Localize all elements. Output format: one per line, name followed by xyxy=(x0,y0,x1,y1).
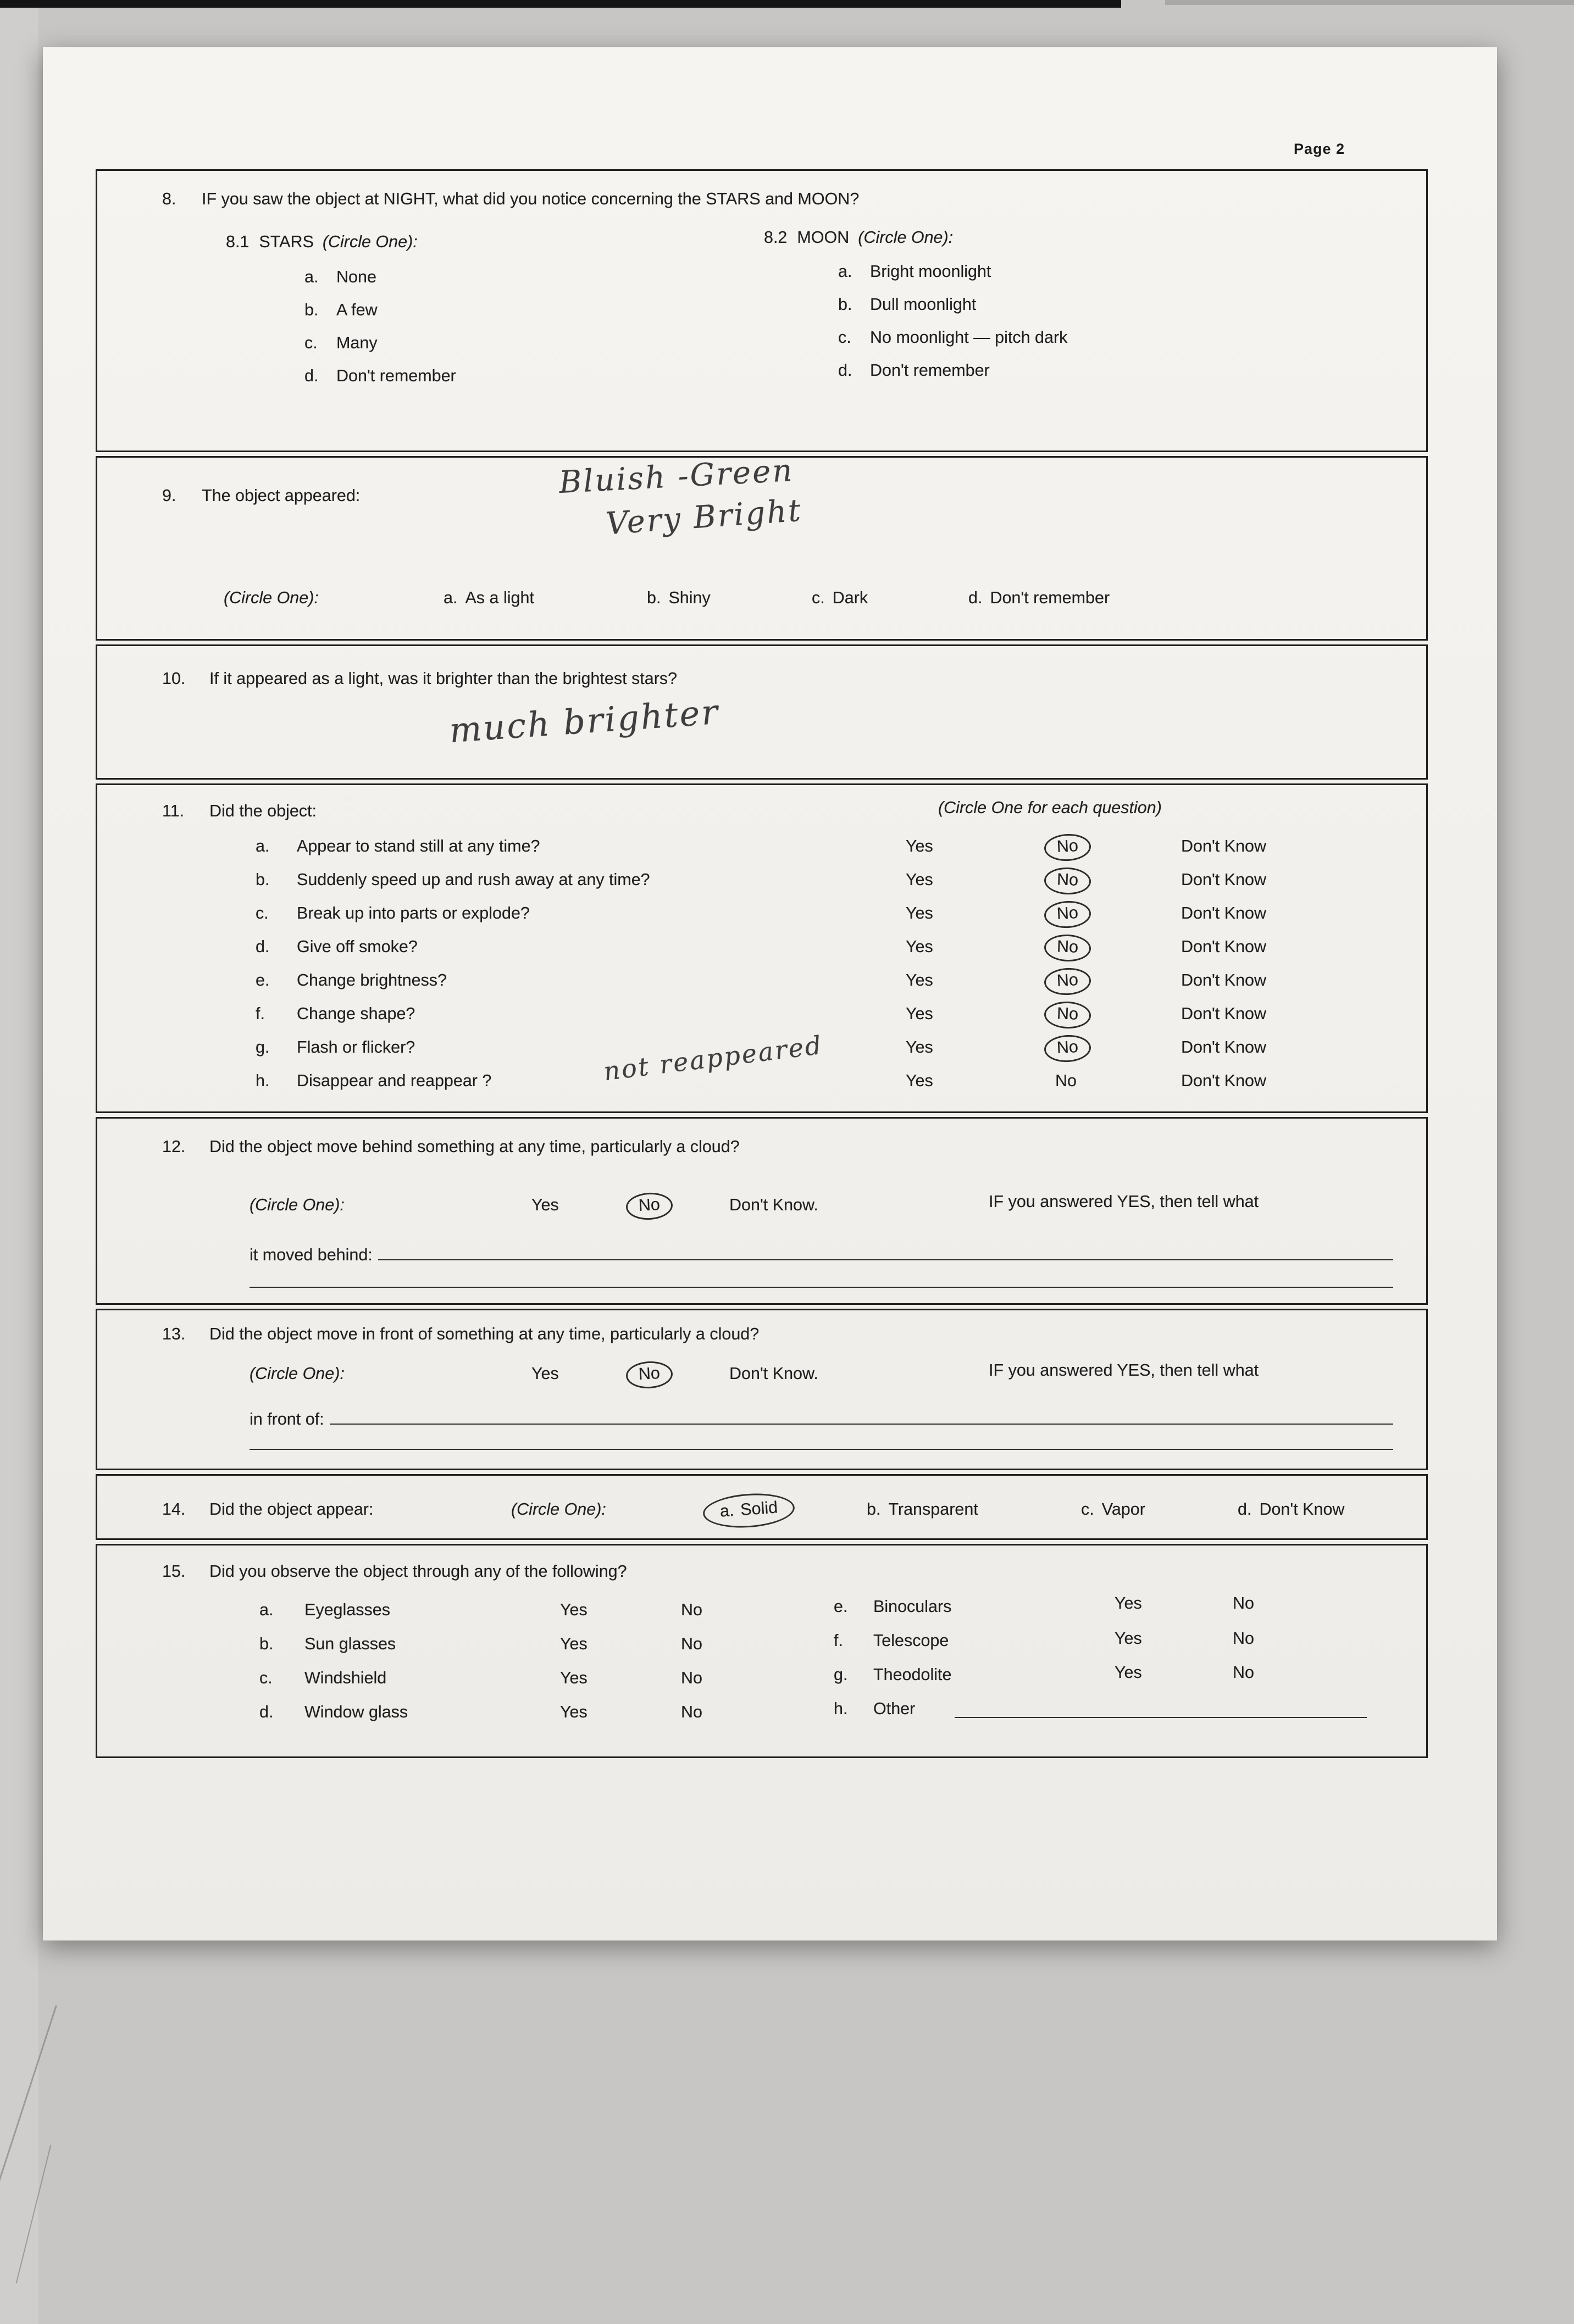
option-letter: c. xyxy=(838,328,851,347)
handwritten-answer-q9-line1: Bluish -Green xyxy=(558,452,795,501)
subquestion-name: STARS xyxy=(259,232,314,251)
answer-no xyxy=(1055,1004,1080,1024)
questionnaire-form xyxy=(96,169,1428,1762)
option-letter: g. xyxy=(834,1665,848,1684)
option xyxy=(647,588,711,608)
scanner-edge-light xyxy=(1165,0,1574,5)
option-letter: d. xyxy=(838,361,852,380)
answer-no xyxy=(1055,1038,1080,1058)
q11-question: Disappear and reappear ? xyxy=(297,1071,492,1090)
answer-yes: Yes xyxy=(531,1196,559,1214)
option xyxy=(838,262,1067,295)
page-number: Page 2 xyxy=(1294,141,1345,157)
q13-tail-row xyxy=(250,1405,1393,1429)
question-text: Did you observe the object through any of the following? xyxy=(209,1562,627,1581)
question-8-title xyxy=(162,190,859,209)
answer-yes: Yes xyxy=(1115,1663,1142,1682)
circle-mark: No xyxy=(1044,900,1091,929)
option-letter: b. xyxy=(867,1500,881,1519)
question-text: Did the object: xyxy=(209,802,317,820)
tail-label: in front of: xyxy=(250,1410,324,1428)
answer-no: No xyxy=(1233,1663,1254,1682)
answer-yes: Yes xyxy=(906,1071,933,1090)
option xyxy=(304,366,456,399)
answer-no: No xyxy=(681,1600,702,1619)
q11-row xyxy=(97,1004,1426,1038)
option-label: Transparent xyxy=(888,1500,978,1519)
option-letter: b. xyxy=(256,870,270,889)
scanner-edge-dark xyxy=(0,0,1121,8)
option xyxy=(812,588,868,608)
answer-yes: Yes xyxy=(906,870,933,889)
option-letter: b. xyxy=(259,1634,274,1653)
scan-scratch xyxy=(0,2005,57,2225)
option-label: Solid xyxy=(740,1498,779,1520)
circle-one-instruction: (Circle One for each question) xyxy=(938,798,1162,817)
blank-line xyxy=(330,1405,1393,1425)
answer-dont-know: Don't Know xyxy=(1181,1038,1267,1057)
option xyxy=(867,1500,978,1519)
answer-dont-know: Don't Know. xyxy=(729,1364,818,1383)
option xyxy=(838,295,1067,328)
option-label: Theodolite xyxy=(873,1665,952,1684)
option-letter: a. xyxy=(838,262,852,281)
option-letter: c. xyxy=(259,1669,273,1687)
circle-one-instruction: (Circle One): xyxy=(250,1364,345,1383)
answer-yes: Yes xyxy=(906,904,933,922)
option-letter: d. xyxy=(968,588,983,607)
answer-no: No xyxy=(681,1634,702,1653)
answer-yes: Yes xyxy=(560,1634,588,1653)
question-number: 11. xyxy=(162,802,185,820)
answer-no xyxy=(1055,971,1080,991)
option-label: No moonlight — pitch dark xyxy=(870,328,1068,347)
circle-one-instruction: (Circle One): xyxy=(322,232,418,251)
option xyxy=(838,328,1067,361)
option-label: Shiny xyxy=(668,588,711,607)
answer-yes: Yes xyxy=(906,837,933,855)
option-letter: f. xyxy=(256,1004,265,1023)
option xyxy=(304,333,456,366)
blank-line xyxy=(955,1717,1367,1718)
questionnaire-page xyxy=(43,47,1497,1941)
answer-no: No xyxy=(1233,1594,1254,1613)
q11-question: Flash or flicker? xyxy=(297,1038,415,1057)
answer-yes: Yes xyxy=(560,1600,588,1619)
circle-mark: No xyxy=(1044,967,1091,996)
blank-line xyxy=(378,1241,1393,1260)
q11-question: Break up into parts or explode? xyxy=(297,904,530,922)
q11-row xyxy=(97,870,1426,904)
option-label: Don't Know xyxy=(1259,1500,1345,1519)
q12-tail-row xyxy=(250,1241,1393,1265)
handwritten-answer-q10: much brighter xyxy=(448,691,721,751)
answer-yes: Yes xyxy=(1115,1629,1142,1648)
answer-yes: Yes xyxy=(560,1669,588,1687)
option-label: Don't remember xyxy=(990,588,1110,607)
option-label: Sun glasses xyxy=(304,1634,396,1653)
option-label: Dark xyxy=(832,588,868,607)
question-15-section xyxy=(96,1544,1428,1758)
circle-one-instruction: (Circle One): xyxy=(858,228,954,247)
q8-moon-options xyxy=(838,262,1067,394)
answer-dont-know: Don't Know xyxy=(1181,870,1267,889)
question-number: 14. xyxy=(162,1500,186,1519)
option-letter: c. xyxy=(1081,1500,1094,1519)
option-label: Bright moonlight xyxy=(870,262,991,281)
subquestion-number: 8.2 xyxy=(764,228,788,247)
question-text: Did the object move behind something at any time, particularly a cloud? xyxy=(209,1137,740,1156)
option-letter: a. xyxy=(444,588,458,607)
answer-no xyxy=(1055,904,1080,924)
circle-mark: No xyxy=(625,1360,673,1389)
question-text: The object appeared: xyxy=(202,486,361,505)
q11-question: Change brightness? xyxy=(297,971,447,989)
question-13-section xyxy=(96,1309,1428,1470)
option-letter: b. xyxy=(647,588,661,607)
option-letter: b. xyxy=(304,301,319,319)
option-label: Binoculars xyxy=(873,1597,952,1616)
option-letter: e. xyxy=(256,971,270,989)
option-letter: b. xyxy=(838,295,852,314)
option-label: Don't remember xyxy=(870,361,990,380)
question-15-title xyxy=(162,1562,627,1581)
answer-yes: Yes xyxy=(906,1004,933,1023)
answer-yes: Yes xyxy=(906,971,933,989)
q8-moon-subhead xyxy=(764,228,953,247)
question-9-section xyxy=(96,452,1428,641)
option-letter: c. xyxy=(256,904,269,922)
circle-one-instruction: (Circle One): xyxy=(250,1196,345,1214)
circle-mark: No xyxy=(1044,833,1091,862)
option-letter: h. xyxy=(834,1699,848,1718)
question-number: 8. xyxy=(162,190,176,208)
question-text: Did the object move in front of something at any time, particularly a cloud? xyxy=(209,1325,760,1343)
question-14-title xyxy=(162,1500,373,1519)
circle-mark xyxy=(702,1491,796,1531)
q11-row xyxy=(97,837,1426,870)
circle-one-instruction: (Circle One): xyxy=(511,1500,606,1519)
question-13-title xyxy=(162,1325,759,1344)
q8-stars-subhead xyxy=(226,232,418,252)
option-label: Telescope xyxy=(873,1631,949,1650)
if-yes-text: IF you answered YES, then tell what xyxy=(989,1192,1259,1211)
question-8-section xyxy=(96,169,1428,452)
option-letter: d. xyxy=(304,366,319,385)
option-label: Dull moonlight xyxy=(870,295,977,314)
option-label: Many xyxy=(336,333,378,352)
answer-no xyxy=(637,1196,662,1215)
q11-row xyxy=(97,937,1426,971)
circle-mark: No xyxy=(1044,867,1091,896)
q11-question: Change shape? xyxy=(297,1004,415,1023)
option-label: A few xyxy=(336,301,378,319)
answer-dont-know: Don't Know xyxy=(1181,1004,1267,1023)
option-letter: g. xyxy=(256,1038,270,1057)
answer-dont-know: Don't Know xyxy=(1181,971,1267,989)
option-letter: d. xyxy=(1238,1500,1252,1519)
option-label: Vapor xyxy=(1101,1500,1145,1519)
blank-line xyxy=(250,1449,1393,1450)
option-letter: a. xyxy=(304,268,319,286)
option-letter: f. xyxy=(834,1631,843,1650)
subquestion-name: MOON xyxy=(797,228,850,247)
option-label: As a light xyxy=(465,588,534,607)
question-text: If it appeared as a light, was it brighter than the brightest stars? xyxy=(209,669,678,688)
scan-scratch xyxy=(16,2145,52,2284)
option-label: None xyxy=(336,268,376,286)
handwritten-answer-q9-line2: Very Bright xyxy=(605,492,803,542)
option-letter: h. xyxy=(256,1071,270,1090)
option-letter: c. xyxy=(812,588,825,607)
circle-mark: No xyxy=(1044,1034,1091,1063)
answer-no: No xyxy=(681,1669,702,1687)
q11-row xyxy=(97,904,1426,937)
answer-no: No xyxy=(681,1703,702,1721)
blank-line xyxy=(250,1287,1393,1288)
answer-dont-know: Don't Know. xyxy=(729,1196,818,1214)
question-12-section xyxy=(96,1117,1428,1305)
option xyxy=(1081,1500,1145,1519)
q11-question: Give off smoke? xyxy=(297,937,418,956)
circle-mark: No xyxy=(1044,1001,1091,1030)
q11-row xyxy=(97,1071,1426,1105)
circle-mark: No xyxy=(625,1192,673,1221)
answer-yes: Yes xyxy=(906,937,933,956)
option xyxy=(304,268,456,301)
option-letter: a. xyxy=(259,1600,274,1619)
q8-stars-options xyxy=(304,268,456,399)
question-text: IF you saw the object at NIGHT, what did you notice concerning the STARS and MOON? xyxy=(202,190,860,208)
question-number: 13. xyxy=(162,1325,186,1343)
option xyxy=(304,301,456,333)
option xyxy=(838,361,1067,394)
answer-no: No xyxy=(1233,1629,1254,1648)
question-number: 12. xyxy=(162,1137,186,1156)
question-12-title xyxy=(162,1137,740,1157)
q11-question: Appear to stand still at any time? xyxy=(297,837,540,855)
answer-yes: Yes xyxy=(906,1038,933,1057)
option xyxy=(968,588,1110,608)
handwritten-note-q11h: not reappeared xyxy=(602,1030,825,1087)
question-number: 9. xyxy=(162,486,176,505)
answer-dont-know: Don't Know xyxy=(1181,1071,1267,1090)
question-10-section xyxy=(96,644,1428,780)
option xyxy=(718,1500,779,1521)
option-label: Eyeglasses xyxy=(304,1600,390,1619)
subquestion-number: 8.1 xyxy=(226,232,250,251)
option-label: Window glass xyxy=(304,1703,408,1721)
circle-mark: No xyxy=(1044,934,1091,963)
answer-dont-know: Don't Know xyxy=(1181,937,1267,956)
circle-mark: No xyxy=(1055,1071,1077,1090)
circle-one-instruction: (Circle One): xyxy=(224,588,319,607)
option-letter: d. xyxy=(256,937,270,956)
option-letter: d. xyxy=(259,1703,274,1721)
question-10-title xyxy=(162,669,677,688)
option-label: Don't remember xyxy=(336,366,456,385)
answer-no xyxy=(1055,837,1080,857)
question-11-section xyxy=(96,783,1428,1113)
question-9-title xyxy=(162,486,360,505)
option-label: Windshield xyxy=(304,1669,387,1687)
answer-dont-know: Don't Know xyxy=(1181,904,1267,922)
answer-no xyxy=(637,1364,662,1384)
option-label: Other xyxy=(873,1699,916,1718)
option xyxy=(1238,1500,1344,1519)
option-letter: c. xyxy=(304,333,318,352)
answer-dont-know: Don't Know xyxy=(1181,837,1267,855)
question-number: 10. xyxy=(162,669,186,688)
answer-yes: Yes xyxy=(531,1364,559,1383)
answer-no xyxy=(1055,1071,1077,1091)
option-letter: a. xyxy=(256,837,270,855)
option xyxy=(444,588,534,608)
q11-question: Suddenly speed up and rush away at any time? xyxy=(297,870,650,889)
answer-yes: Yes xyxy=(1115,1594,1142,1613)
tail-label: it moved behind: xyxy=(250,1246,373,1264)
q11-row xyxy=(97,971,1426,1004)
option-letter: e. xyxy=(834,1597,848,1616)
answer-yes: Yes xyxy=(560,1703,588,1721)
answer-no xyxy=(1055,870,1080,890)
question-11-title xyxy=(162,802,317,821)
question-number: 15. xyxy=(162,1562,186,1581)
if-yes-text: IF you answered YES, then tell what xyxy=(989,1361,1259,1380)
question-14-section xyxy=(96,1474,1428,1540)
option-letter: a. xyxy=(719,1500,735,1521)
question-text: Did the object appear: xyxy=(209,1500,374,1519)
answer-no xyxy=(1055,937,1080,957)
